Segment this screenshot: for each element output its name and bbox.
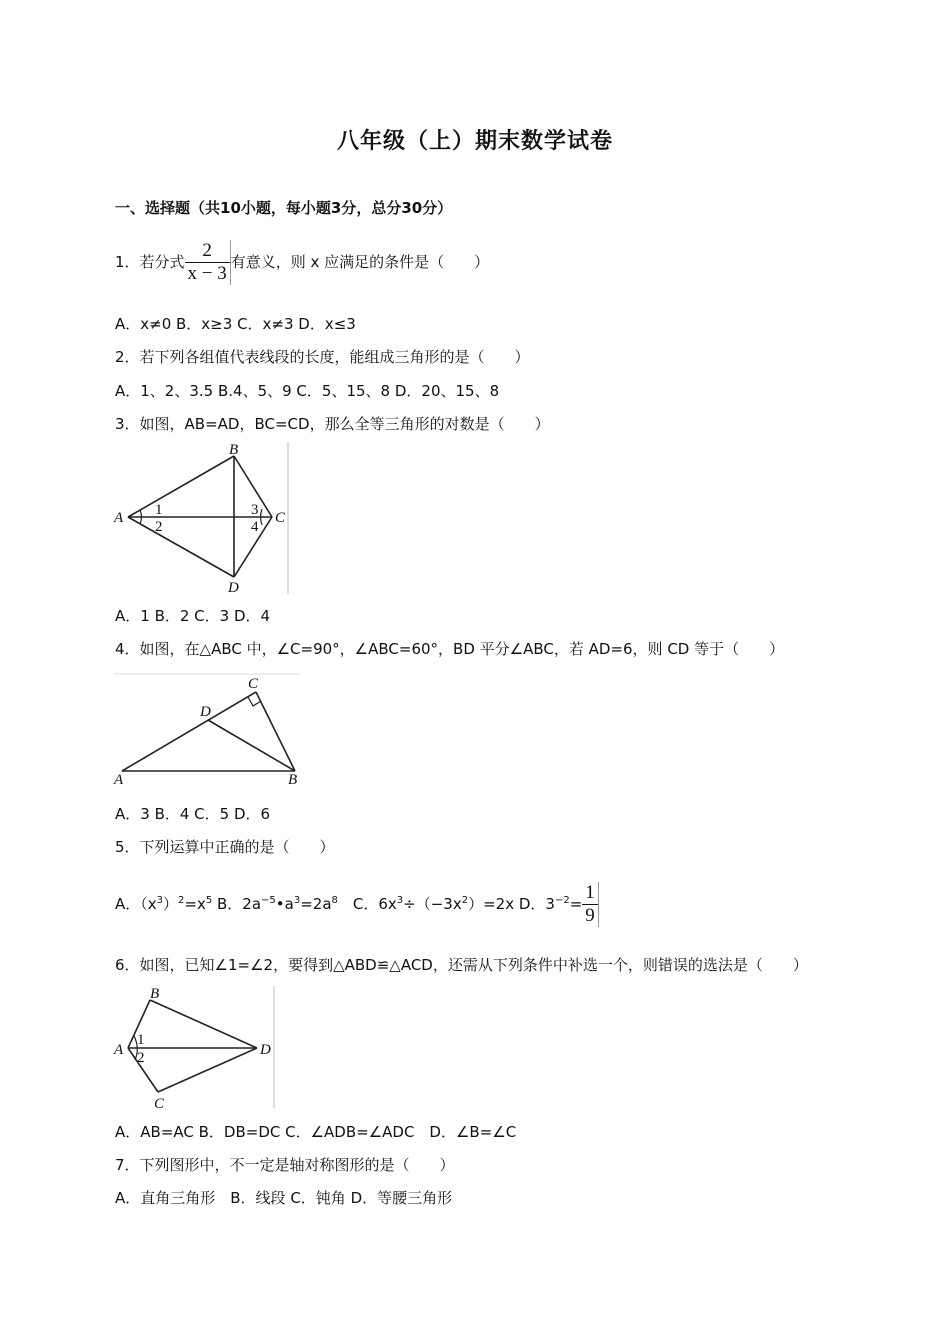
option-b-exp3: 8	[331, 895, 338, 906]
label-C: C	[248, 676, 259, 692]
option-a-exp3: 5	[205, 895, 213, 906]
option-a-exp1: 3	[156, 895, 164, 906]
q1-prefix: 1．若分式	[115, 253, 185, 271]
option-d-fraction	[582, 882, 599, 927]
segment-BD	[150, 1000, 257, 1048]
angle-label-4: 4	[251, 519, 259, 535]
question-3-options: A．1 B．2 C．3 D．4	[115, 607, 271, 625]
angle-label-2: 2	[155, 519, 163, 535]
question-7-stem: 7．下列图形中，不一定是轴对称图形的是（ ）	[115, 1156, 455, 1174]
q1-suffix: 有意义，则 x 应满足的条件是（ ）	[230, 253, 490, 271]
option-b-exp2: 3	[293, 895, 301, 906]
question-4-figure	[112, 672, 304, 788]
label-C: C	[154, 1096, 165, 1112]
segment-AC	[122, 692, 256, 771]
option-c-exp1: 3	[396, 895, 404, 906]
label-C: C	[275, 510, 286, 526]
option-a-eq: =x	[184, 895, 206, 913]
option-c-eq-and-d: ）=2x D．3	[468, 895, 555, 913]
question-7-options: A．直角三角形 B．线段 C．钝角 D．等腰三角形	[115, 1189, 453, 1207]
segment-AD	[128, 517, 234, 577]
label-A: A	[114, 510, 124, 526]
option-d-numerator: 1	[585, 882, 595, 903]
question-1-stem	[115, 240, 489, 285]
option-a-text: A．（x	[115, 895, 157, 913]
angle-label-1: 1	[137, 1032, 145, 1048]
option-b-exp1: −5	[261, 895, 276, 906]
label-B: B	[288, 772, 298, 788]
option-d-exp: −2	[554, 895, 570, 906]
option-c-exp2: 2	[461, 895, 469, 906]
option-d-denominator: 9	[582, 904, 598, 927]
label-A: A	[114, 1042, 124, 1058]
label-D: D	[200, 704, 211, 720]
option-b-eq: =2a	[300, 895, 332, 913]
label-D: D	[260, 1042, 271, 1058]
q1-fraction	[185, 240, 231, 285]
q1-numerator: 2	[202, 240, 212, 261]
question-6-options: A．AB=AC B．DB=DC C．∠ADB=∠ADC D．∠B=∠C	[115, 1123, 517, 1141]
segment-AB	[128, 456, 234, 517]
question-2-options: A．1、2、3.5 B.4、5、9 C．5、15、8 D．20、15、8	[115, 382, 500, 400]
option-b-text: B．2a	[212, 895, 262, 913]
section-heading: 一、选择题（共10小题，每小题3分，总分30分）	[115, 199, 453, 217]
option-a-exp2: 2	[178, 895, 185, 906]
question-4-options: A．3 B．4 C．5 D．6	[115, 805, 271, 823]
q1-denominator: x − 3	[185, 262, 230, 285]
segment-CD	[158, 1048, 257, 1092]
option-a-mid: ）	[163, 895, 179, 913]
question-2-stem: 2．若下列各组值代表线段的长度，能组成三角形的是（ ）	[115, 348, 530, 366]
question-3-figure	[112, 440, 292, 596]
option-b-mid: •a	[275, 895, 294, 913]
page-title: 八年级（上）期末数学试卷	[336, 129, 613, 154]
angle-label-2: 2	[137, 1050, 145, 1066]
question-3-stem: 3．如图，AB=AD，BC=CD，那么全等三角形的对数是（ ）	[115, 415, 550, 433]
label-B: B	[150, 986, 160, 1002]
label-D: D	[228, 580, 239, 596]
option-c-mid: ÷（−3x	[403, 895, 462, 913]
question-5-stem: 5．下列运算中正确的是（ ）	[115, 838, 335, 856]
label-A: A	[114, 772, 124, 788]
option-c-text: C．6x	[337, 895, 397, 913]
question-6-figure	[112, 984, 282, 1112]
angle-label-1: 1	[155, 502, 163, 518]
angle-label-3: 3	[251, 502, 259, 518]
label-B: B	[229, 442, 239, 458]
question-5-options	[115, 882, 599, 927]
question-4-stem: 4．如图，在△ABC 中，∠C=90°，∠ABC=60°，BD 平分∠ABC，若 AD=6，则 CD 等于（ ）	[115, 640, 785, 658]
question-1-options: A．x≠0 B．x≥3 C．x≠3 D．x≤3	[115, 315, 356, 333]
question-6-stem: 6．如图，已知∠1=∠2，要得到△ABD≌△ACD，还需从下列条件中补选一个，则错误的选法是（ ）	[115, 956, 808, 974]
option-d-eq: =	[569, 895, 583, 913]
